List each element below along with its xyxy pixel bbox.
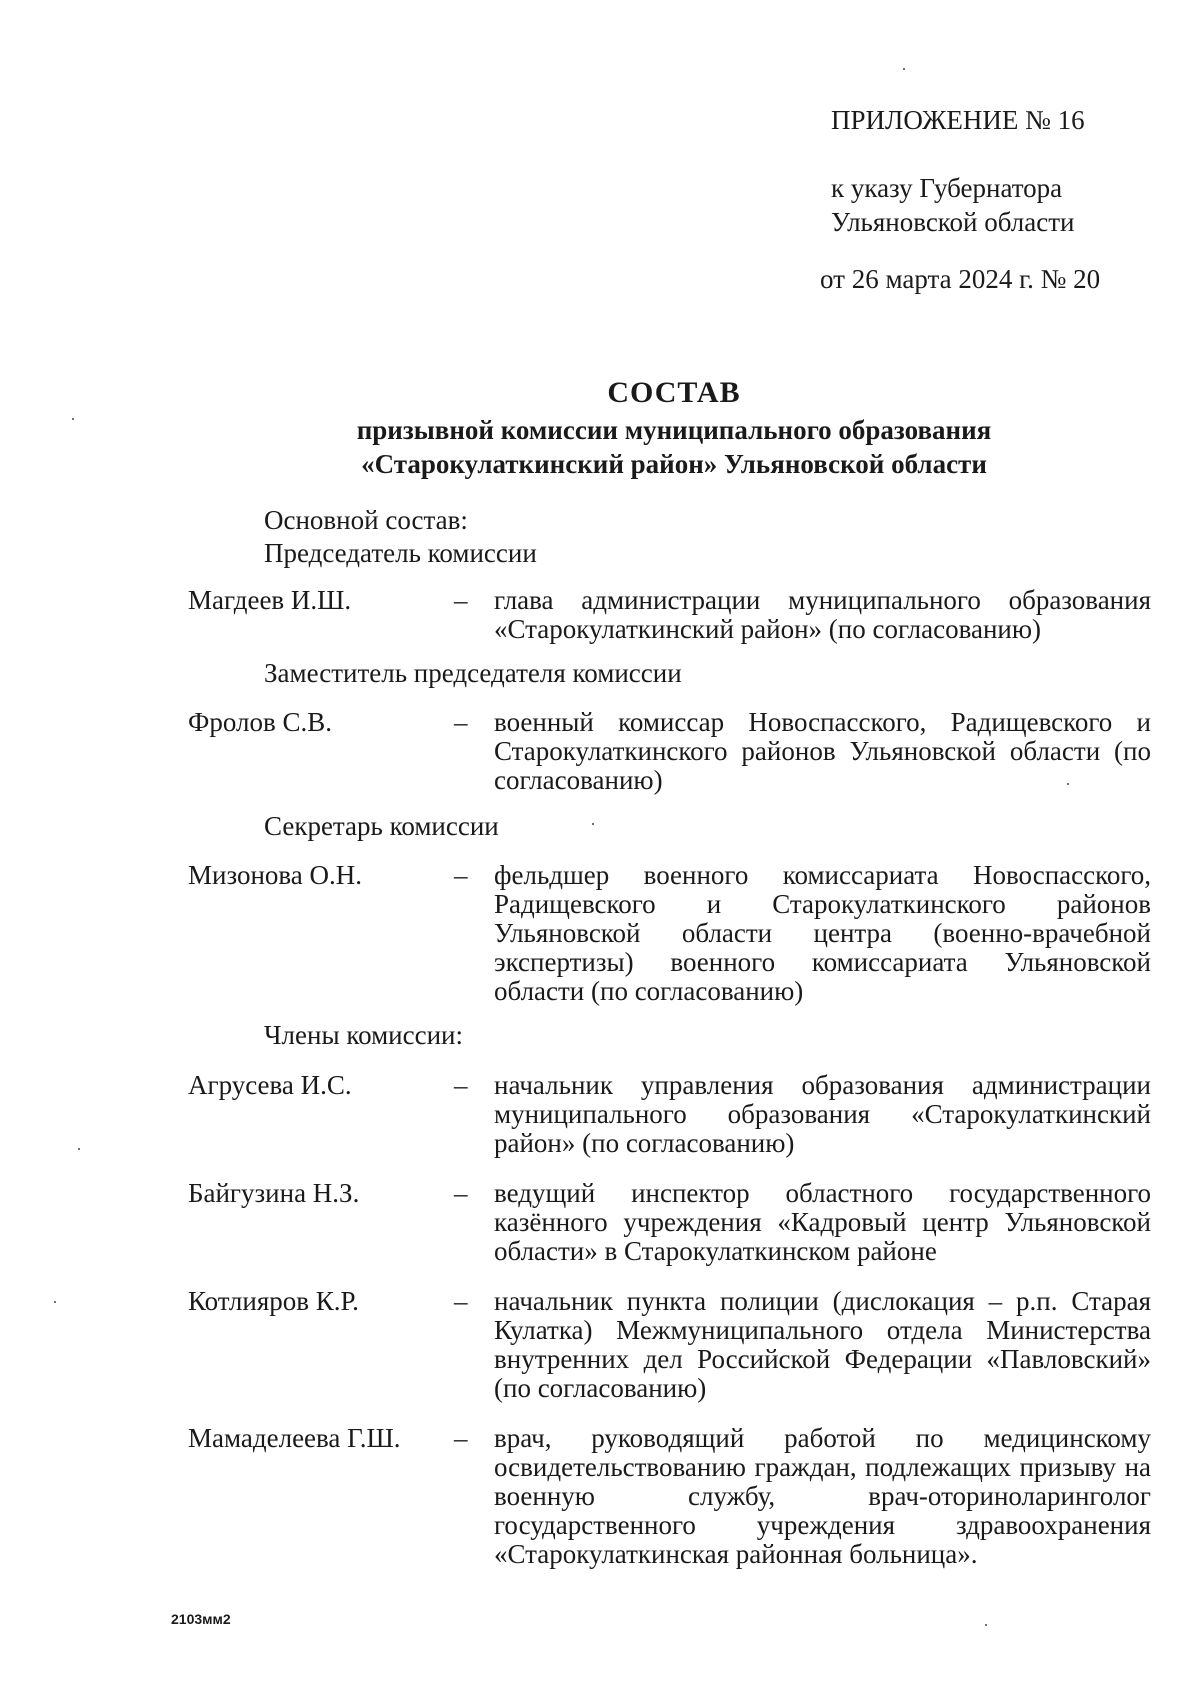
- member-position: начальник управления образования администрации муниципального образования «Старокулаткинский район» (по согласованию): [494, 1070, 1151, 1158]
- members-label: Члены комиссии:: [264, 1020, 463, 1050]
- member-row: [188, 1424, 1153, 1569]
- dash-separator: –: [454, 1178, 468, 1208]
- main-composition-block: [264, 504, 537, 570]
- dash-separator: –: [454, 585, 468, 615]
- main-composition-label: Основной состав:: [264, 505, 468, 535]
- scan-speck: [985, 1624, 987, 1626]
- scan-speck: [903, 68, 905, 70]
- member-name: Магдеев И.Ш.: [188, 585, 352, 615]
- member-position: начальник пункта полиции (дислокация – р.п. Старая Кулатка) Межмуниципального отдела Министерства внутренних дел Российской Федерации «Павловский» (по согласованию): [494, 1286, 1151, 1403]
- decree-line-2: Ульяновской области: [831, 207, 1075, 237]
- member-row: [188, 1071, 1153, 1158]
- member-name: Мизонова О.Н.: [188, 860, 363, 890]
- decree-date: от 26 марта 2024 г. № 20: [820, 264, 1101, 294]
- scan-speck: [78, 1148, 80, 1150]
- decree-reference: [820, 171, 1101, 296]
- secretary-row: [188, 861, 1153, 1006]
- member-position: фельдшер военного комиссариата Новоспасского, Радищевского и Старокулаткинского районов Ульяновской области центра (военно-врачебной экспертизы) военного комиссариата Ульяновской области (по согласованию): [494, 860, 1151, 1006]
- document-code: 2103мм2: [171, 1611, 231, 1627]
- document-subtitle-line-1: призывной комиссии муниципального образования: [356, 415, 992, 445]
- member-position: глава администрации муниципального образования «Старокулаткинский район» (по согласованию): [494, 585, 1151, 644]
- secretary-label: Секретарь комиссии: [264, 811, 499, 841]
- appendix-number: ПРИЛОЖЕНИЕ № 16: [831, 105, 1085, 135]
- scan-speck: [54, 1301, 56, 1303]
- document-subtitle-line-2: «Старокулаткинский район» Ульяновской области: [361, 449, 987, 479]
- member-row: [188, 1179, 1153, 1266]
- dash-separator: –: [454, 707, 468, 737]
- chairman-row: [188, 586, 1153, 644]
- scan-speck: [72, 418, 74, 420]
- document-title: СОСТАВ: [607, 376, 741, 409]
- member-name: Байгузина Н.З.: [188, 1178, 360, 1208]
- scan-speck: [1067, 783, 1069, 785]
- dash-separator: –: [454, 1070, 468, 1100]
- deputy-row: [188, 708, 1153, 795]
- scan-speck: [592, 823, 594, 825]
- dash-separator: –: [454, 860, 468, 890]
- dash-separator: –: [454, 1423, 468, 1453]
- member-position: ведущий инспектор областного государственного казённого учреждения «Кадровый центр Ульяновской области» в Старокулаткинском районе: [494, 1178, 1151, 1266]
- dash-separator: –: [454, 1286, 468, 1316]
- member-position: врач, руководящий работой по медицинскому освидетельствованию граждан, подлежащих призыву на военную службу, врач-оториноларинголог государственного учреждения здравоохранения «Старокулаткинская районная больница».: [494, 1423, 1151, 1569]
- decree-line-1: к указу Губернатора: [831, 173, 1063, 203]
- member-name: Мамаделеева Г.Ш.: [188, 1423, 401, 1453]
- member-name: Фролов С.В.: [188, 707, 332, 737]
- member-name: Котлияров К.Р.: [188, 1286, 359, 1316]
- member-row: [188, 1287, 1153, 1403]
- document-heading: [0, 373, 1200, 481]
- member-name: Агрусева И.С.: [188, 1070, 352, 1100]
- member-position: военный комиссар Новоспасского, Радищевского и Старокулаткинского районов Ульяновской области (по согласованию): [494, 707, 1151, 795]
- chairman-label: Председатель комиссии: [264, 538, 537, 568]
- deputy-label: Заместитель председателя комиссии: [264, 658, 682, 688]
